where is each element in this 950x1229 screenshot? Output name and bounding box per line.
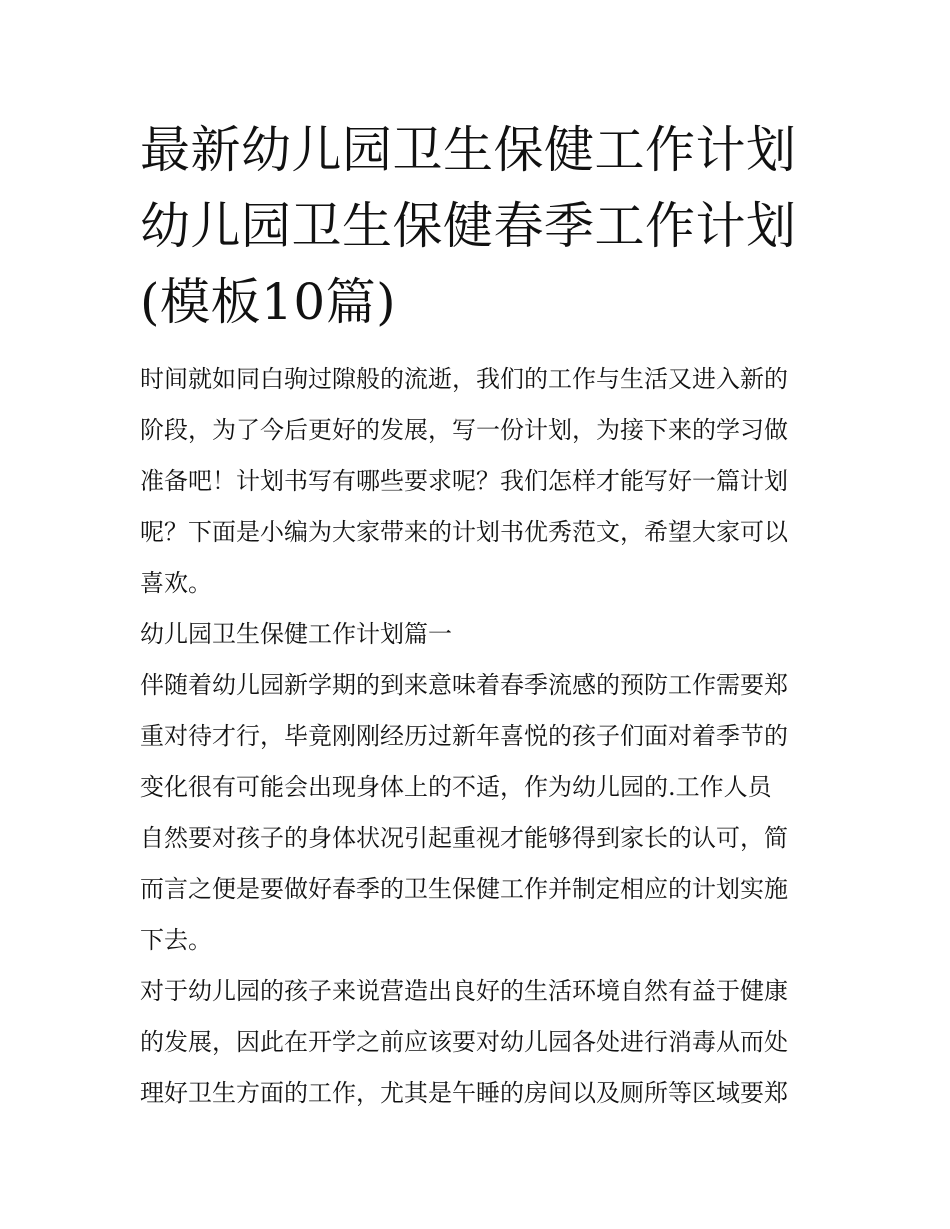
text-line: 对于幼儿园的孩子来说营造出良好的生活环境自然有益于健康	[140, 977, 788, 1005]
text-line: 重对待才行，毕竟刚刚经历过新年喜悦的孩子们面对着季节的	[140, 722, 788, 750]
paragraph-1	[140, 660, 820, 966]
text-line: 下去。	[140, 926, 212, 954]
text-line: 呢？下面是小编为大家带来的计划书优秀范文，希望大家可以	[140, 518, 788, 546]
title-line: 最新幼儿园卫生保健工作计划	[140, 121, 797, 179]
title-line: 幼儿园卫生保健春季工作计划	[140, 197, 797, 255]
text-line: 喜欢。	[140, 569, 212, 597]
text-line: 的发展，因此在开学之前应该要对幼儿园各处进行消毒从而处	[140, 1028, 788, 1056]
section-heading: 幼儿园卫生保健工作计划篇一	[140, 620, 452, 648]
title-line: (模板10篇)	[140, 273, 397, 331]
text-line: 准备吧！计划书写有哪些要求呢？我们怎样才能写好一篇计划	[140, 467, 788, 495]
document-title	[140, 112, 820, 340]
text-line: 阶段，为了今后更好的发展，写一份计划，为接下来的学习做	[140, 416, 788, 444]
text-line: 伴随着幼儿园新学期的到来意味着春季流感的预防工作需要郑	[140, 671, 788, 699]
paragraph-2	[140, 966, 820, 1119]
text-line: 理好卫生方面的工作，尤其是午睡的房间以及厕所等区域要郑	[140, 1079, 788, 1107]
text-line: 自然要对孩子的身体状况引起重视才能够得到家长的认可，简	[140, 824, 788, 852]
text-line: 时间就如同白驹过隙般的流逝，我们的工作与生活又进入新的	[140, 365, 788, 393]
intro-paragraph	[140, 354, 820, 609]
text-line: 变化很有可能会出现身体上的不适，作为幼儿园的.工作人员	[140, 773, 772, 801]
document-body	[140, 354, 820, 1119]
text-line: 而言之便是要做好春季的卫生保健工作并制定相应的计划实施	[140, 875, 788, 903]
